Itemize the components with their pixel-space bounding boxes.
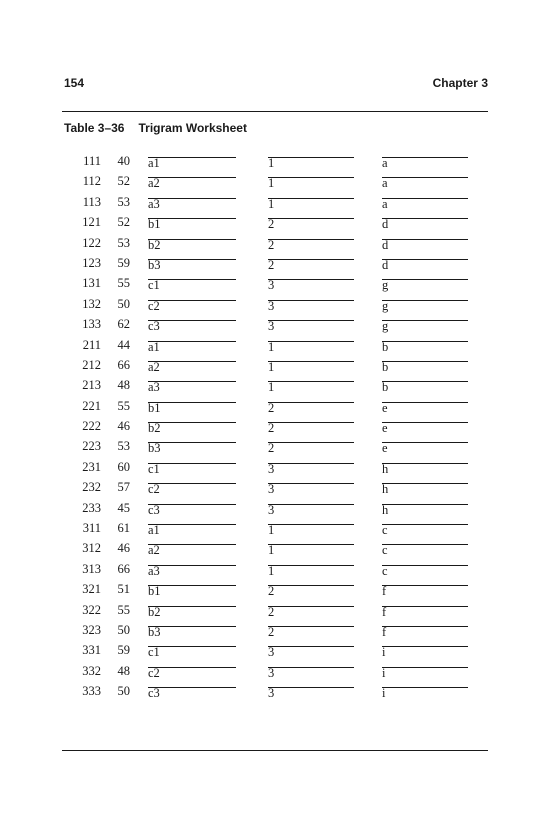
blank-label: c2 <box>148 298 160 313</box>
trigram-code: 121 <box>82 215 101 230</box>
blank-label: b2 <box>148 604 161 619</box>
blank-line[interactable] <box>268 299 354 301</box>
blank-line[interactable] <box>148 217 236 219</box>
table-row <box>0 478 550 498</box>
blank-line[interactable] <box>382 441 468 443</box>
trigram-code: 333 <box>82 684 101 699</box>
trigram-count: 53 <box>117 439 130 454</box>
blank-line[interactable] <box>268 176 354 178</box>
table-row <box>0 295 550 315</box>
blank-line[interactable] <box>382 238 468 240</box>
blank-line[interactable] <box>382 482 468 484</box>
blank-line[interactable] <box>382 645 468 647</box>
blank-line[interactable] <box>382 319 468 321</box>
trigram-code: 222 <box>82 419 101 434</box>
trigram-code: 221 <box>82 398 101 413</box>
blank-line[interactable] <box>382 564 468 566</box>
blank-line[interactable] <box>148 584 236 586</box>
blank-label: 2 <box>268 217 275 232</box>
trigram-code: 332 <box>82 663 101 678</box>
trigram-code: 212 <box>82 357 101 372</box>
blank-line[interactable] <box>268 380 354 382</box>
blank-label: 3 <box>268 298 275 313</box>
table-row <box>0 662 550 682</box>
table-row <box>0 234 550 254</box>
blank-line[interactable] <box>268 217 354 219</box>
blank-line[interactable] <box>148 401 236 403</box>
blank-label: i <box>382 665 386 680</box>
blank-label: 2 <box>268 421 275 436</box>
trigram-count: 44 <box>117 337 130 352</box>
blank-line[interactable] <box>382 197 468 199</box>
blank-line[interactable] <box>148 258 236 260</box>
blank-label: a2 <box>148 543 160 558</box>
blank-label: a1 <box>148 156 160 170</box>
blank-line[interactable] <box>148 238 236 240</box>
table-row <box>0 682 550 702</box>
blank-line[interactable] <box>268 319 354 321</box>
blank-label: 1 <box>268 176 275 191</box>
blank-line[interactable] <box>382 258 468 260</box>
worksheet-table <box>0 152 550 703</box>
blank-label: 3 <box>268 278 275 293</box>
blank-label: 3 <box>268 686 275 701</box>
trigram-code: 113 <box>82 194 101 209</box>
blank-line[interactable] <box>268 360 354 362</box>
blank-line[interactable] <box>382 686 468 688</box>
blank-label: c3 <box>148 686 160 701</box>
blank-line[interactable] <box>148 686 236 688</box>
table-row <box>0 397 550 417</box>
blank-line[interactable] <box>268 421 354 423</box>
blank-line[interactable] <box>268 584 354 586</box>
blank-line[interactable] <box>148 278 236 280</box>
trigram-code: 323 <box>82 622 101 637</box>
blank-label: a <box>382 156 388 170</box>
blank-label: d <box>382 217 389 232</box>
blank-label: g <box>382 298 389 313</box>
blank-label: h <box>382 502 389 517</box>
blank-line[interactable] <box>382 625 468 627</box>
blank-line[interactable] <box>268 503 354 505</box>
trigram-code: 122 <box>82 235 101 250</box>
blank-label: a3 <box>148 196 160 211</box>
blank-line[interactable] <box>268 278 354 280</box>
trigram-code: 311 <box>82 521 101 536</box>
blank-label: b1 <box>148 400 161 415</box>
page-number: 154 <box>64 76 85 90</box>
blank-label: 1 <box>268 380 275 395</box>
blank-label: d <box>382 237 389 252</box>
trigram-code: 233 <box>82 500 101 515</box>
blank-label: 1 <box>268 156 275 170</box>
blank-line[interactable] <box>148 523 236 525</box>
table-row <box>0 356 550 376</box>
table-row <box>0 539 550 559</box>
blank-line[interactable] <box>382 605 468 607</box>
table-row <box>0 213 550 233</box>
blank-line[interactable] <box>148 299 236 301</box>
blank-line[interactable] <box>382 278 468 280</box>
blank-label: e <box>382 421 388 436</box>
trigram-code: 112 <box>82 174 101 189</box>
blank-line[interactable] <box>382 360 468 362</box>
blank-label: b1 <box>148 217 161 232</box>
blank-line[interactable] <box>268 197 354 199</box>
blank-line[interactable] <box>148 441 236 443</box>
blank-line[interactable] <box>382 217 468 219</box>
table-row <box>0 274 550 294</box>
blank-label: 1 <box>268 359 275 374</box>
blank-label: 2 <box>268 624 275 639</box>
blank-line[interactable] <box>268 625 354 627</box>
blank-line[interactable] <box>382 176 468 178</box>
trigram-count: 55 <box>117 602 130 617</box>
table-caption <box>64 121 247 135</box>
table-row <box>0 621 550 641</box>
blank-line[interactable] <box>148 482 236 484</box>
trigram-code: 123 <box>82 255 101 270</box>
blank-label: b2 <box>148 421 161 436</box>
trigram-code: 131 <box>82 276 101 291</box>
trigram-code: 223 <box>82 439 101 454</box>
table-row <box>0 336 550 356</box>
table-title: Trigram Worksheet <box>138 121 247 135</box>
blank-line[interactable] <box>382 421 468 423</box>
blank-label: 3 <box>268 502 275 517</box>
blank-label: a3 <box>148 563 160 578</box>
blank-label: b3 <box>148 624 161 639</box>
trigram-code: 211 <box>82 337 101 352</box>
blank-line[interactable] <box>382 503 468 505</box>
blank-label: c2 <box>148 482 160 497</box>
blank-label: 2 <box>268 400 275 415</box>
table-row <box>0 437 550 457</box>
blank-label: 1 <box>268 563 275 578</box>
blank-line[interactable] <box>148 625 236 627</box>
trigram-code: 213 <box>82 378 101 393</box>
table-row <box>0 417 550 437</box>
blank-line[interactable] <box>148 360 236 362</box>
blank-label: 1 <box>268 339 275 354</box>
blank-label: b <box>382 380 389 395</box>
blank-label: 3 <box>268 482 275 497</box>
trigram-count: 46 <box>117 419 130 434</box>
trigram-code: 331 <box>82 643 101 658</box>
blank-line[interactable] <box>382 299 468 301</box>
chapter-heading: Chapter 3 <box>432 76 488 90</box>
blank-label: 2 <box>268 584 275 599</box>
blank-line[interactable] <box>268 340 354 342</box>
blank-label: h <box>382 482 389 497</box>
trigram-code: 313 <box>82 561 101 576</box>
blank-line[interactable] <box>148 319 236 321</box>
blank-label: a1 <box>148 339 160 354</box>
trigram-count: 59 <box>117 643 130 658</box>
table-row <box>0 601 550 621</box>
trigram-code: 231 <box>82 459 101 474</box>
blank-line[interactable] <box>148 462 236 464</box>
blank-line[interactable] <box>382 380 468 382</box>
table-row <box>0 315 550 335</box>
blank-label: g <box>382 319 389 334</box>
blank-line[interactable] <box>382 340 468 342</box>
blank-line[interactable] <box>148 340 236 342</box>
blank-label: b1 <box>148 584 161 599</box>
blank-line[interactable] <box>148 176 236 178</box>
trigram-count: 50 <box>117 296 130 311</box>
trigram-code: 232 <box>82 480 101 495</box>
blank-label: 2 <box>268 441 275 456</box>
blank-line[interactable] <box>268 666 354 668</box>
blank-label: c1 <box>148 645 160 660</box>
blank-label: e <box>382 400 388 415</box>
blank-line[interactable] <box>382 666 468 668</box>
blank-label: a <box>382 196 388 211</box>
blank-line[interactable] <box>148 666 236 668</box>
blank-line[interactable] <box>268 645 354 647</box>
table-row <box>0 458 550 478</box>
blank-line[interactable] <box>148 645 236 647</box>
blank-line[interactable] <box>268 605 354 607</box>
blank-label: b3 <box>148 441 161 456</box>
trigram-count: 50 <box>117 684 130 699</box>
trigram-count: 53 <box>117 194 130 209</box>
blank-label: b <box>382 339 389 354</box>
blank-label: c2 <box>148 665 160 680</box>
table-row <box>0 376 550 396</box>
blank-label: 3 <box>268 645 275 660</box>
blank-label: a <box>382 176 388 191</box>
blank-line[interactable] <box>268 462 354 464</box>
blank-label: c <box>382 523 388 538</box>
table-row <box>0 580 550 600</box>
top-rule <box>62 111 488 112</box>
blank-label: 3 <box>268 319 275 334</box>
blank-label: f <box>382 584 387 599</box>
blank-label: d <box>382 257 389 272</box>
trigram-code: 132 <box>82 296 101 311</box>
blank-line[interactable] <box>148 380 236 382</box>
blank-label: 1 <box>268 543 275 558</box>
blank-label: h <box>382 461 389 476</box>
blank-line[interactable] <box>268 238 354 240</box>
trigram-code: 133 <box>82 317 101 332</box>
table-row <box>0 499 550 519</box>
blank-line[interactable] <box>268 523 354 525</box>
table-row <box>0 254 550 274</box>
trigram-count: 57 <box>117 480 130 495</box>
blank-line[interactable] <box>148 543 236 545</box>
blank-label: f <box>382 624 387 639</box>
blank-label: a1 <box>148 523 160 538</box>
table-row <box>0 172 550 192</box>
trigram-code: 312 <box>82 541 101 556</box>
blank-line[interactable] <box>268 482 354 484</box>
trigram-count: 66 <box>117 561 130 576</box>
blank-label: 2 <box>268 237 275 252</box>
blank-line[interactable] <box>268 543 354 545</box>
trigram-count: 60 <box>117 459 130 474</box>
trigram-count: 53 <box>117 235 130 250</box>
blank-line[interactable] <box>268 401 354 403</box>
blank-label: b2 <box>148 237 161 252</box>
blank-label: 1 <box>268 523 275 538</box>
trigram-code: 322 <box>82 602 101 617</box>
blank-label: 2 <box>268 604 275 619</box>
bottom-rule <box>62 750 488 751</box>
blank-label: a2 <box>148 176 160 191</box>
blank-line[interactable] <box>268 686 354 688</box>
blank-line[interactable] <box>268 156 354 158</box>
trigram-code: 111 <box>83 154 101 168</box>
table-row <box>0 152 550 172</box>
blank-label: e <box>382 441 388 456</box>
trigram-count: 62 <box>117 317 130 332</box>
blank-line[interactable] <box>268 258 354 260</box>
blank-label: f <box>382 604 387 619</box>
trigram-count: 48 <box>117 663 130 678</box>
blank-label: i <box>382 645 386 660</box>
blank-line[interactable] <box>382 523 468 525</box>
blank-label: 1 <box>268 196 275 211</box>
blank-line[interactable] <box>148 421 236 423</box>
blank-line[interactable] <box>382 543 468 545</box>
blank-label: b3 <box>148 257 161 272</box>
blank-label: c3 <box>148 319 160 334</box>
blank-line[interactable] <box>148 156 236 158</box>
trigram-count: 55 <box>117 398 130 413</box>
blank-label: c <box>382 563 388 578</box>
trigram-count: 51 <box>117 582 130 597</box>
trigram-count: 46 <box>117 541 130 556</box>
trigram-count: 61 <box>117 521 130 536</box>
blank-line[interactable] <box>148 605 236 607</box>
blank-line[interactable] <box>268 441 354 443</box>
blank-label: 3 <box>268 461 275 476</box>
trigram-count: 52 <box>117 215 130 230</box>
blank-label: a2 <box>148 359 160 374</box>
table-label: Table 3–36 <box>64 121 125 135</box>
table-row <box>0 519 550 539</box>
blank-label: c1 <box>148 278 160 293</box>
blank-label: 3 <box>268 665 275 680</box>
blank-label: 2 <box>268 257 275 272</box>
trigram-count: 40 <box>117 154 130 168</box>
blank-label: i <box>382 686 386 701</box>
trigram-count: 55 <box>117 276 130 291</box>
table-row <box>0 193 550 213</box>
blank-line[interactable] <box>148 197 236 199</box>
blank-line[interactable] <box>382 584 468 586</box>
blank-label: g <box>382 278 389 293</box>
blank-line[interactable] <box>382 156 468 158</box>
blank-line[interactable] <box>382 462 468 464</box>
trigram-code: 321 <box>82 582 101 597</box>
blank-label: c1 <box>148 461 160 476</box>
blank-line[interactable] <box>382 401 468 403</box>
blank-label: c3 <box>148 502 160 517</box>
blank-line[interactable] <box>268 564 354 566</box>
trigram-count: 50 <box>117 622 130 637</box>
blank-line[interactable] <box>148 564 236 566</box>
table-row <box>0 641 550 661</box>
blank-label: c <box>382 543 388 558</box>
trigram-count: 45 <box>117 500 130 515</box>
blank-label: a3 <box>148 380 160 395</box>
trigram-count: 59 <box>117 255 130 270</box>
trigram-count: 48 <box>117 378 130 393</box>
table-row <box>0 560 550 580</box>
trigram-count: 52 <box>117 174 130 189</box>
blank-label: b <box>382 359 389 374</box>
trigram-count: 66 <box>117 357 130 372</box>
blank-line[interactable] <box>148 503 236 505</box>
